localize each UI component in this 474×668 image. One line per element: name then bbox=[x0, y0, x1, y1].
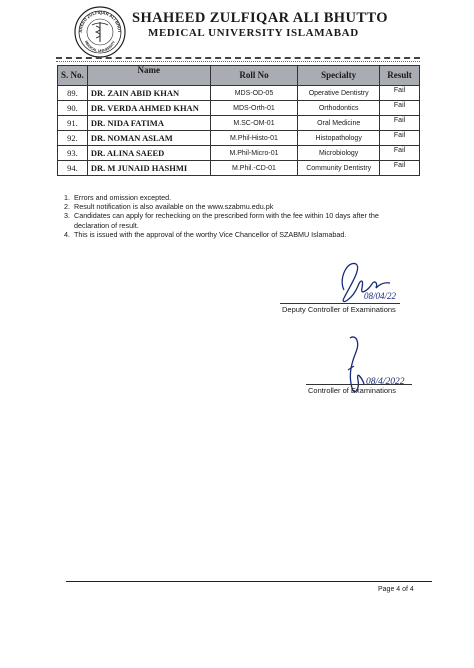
row-roll: M.Phil-Micro-01 bbox=[210, 146, 298, 161]
col-header-result: Result bbox=[380, 66, 420, 86]
controller-signature-line bbox=[306, 384, 412, 385]
university-name bbox=[132, 10, 432, 40]
row-name: DR. NOMAN ASLAM bbox=[87, 131, 210, 146]
table-header-row bbox=[58, 66, 420, 86]
row-roll: M.Phil-Histo-01 bbox=[210, 131, 298, 146]
svg-text:SHAHEED ZULFIQAR ALI BHUTTO: AHEED ZULFIQAR ALI BHUT bbox=[77, 9, 123, 33]
footer-divider bbox=[66, 581, 432, 582]
deputy-controller-title: Deputy Controller of Examinations bbox=[282, 305, 396, 314]
table-row bbox=[58, 131, 420, 146]
row-sno: 90. bbox=[58, 101, 88, 116]
results-table bbox=[57, 65, 420, 176]
row-sno: 89. bbox=[58, 86, 88, 101]
row-specialty: Oral Medicine bbox=[298, 116, 380, 131]
row-sno: 92. bbox=[58, 131, 88, 146]
row-name: DR. M JUNAID HASHMI bbox=[87, 161, 210, 176]
row-name: DR. ALINA SAEED bbox=[87, 146, 210, 161]
notes-list bbox=[64, 193, 414, 239]
deputy-signature-line bbox=[280, 303, 400, 304]
note-item: 1. Errors and omission excepted. bbox=[64, 193, 172, 202]
controller-title: Controller of Examinations bbox=[308, 386, 396, 395]
row-specialty: Orthodontics bbox=[298, 101, 380, 116]
university-name-line1: SHAHEED ZULFIQAR ALI BHUTTO bbox=[132, 10, 388, 26]
row-result: Fail bbox=[380, 161, 420, 176]
page-number: Page 4 of 4 bbox=[378, 586, 414, 593]
note-item: 4. This is issued with the approval of the worthy Vice Chancellor of SZABMU Islamabad. bbox=[64, 229, 347, 239]
university-seal-logo bbox=[74, 6, 126, 58]
row-sno: 91. bbox=[58, 116, 88, 131]
row-result: Fail bbox=[380, 86, 420, 101]
note-item: 3. Candidates can apply for rechecking on the prescribed form with the fee within 10 days after the declaration of result. bbox=[64, 211, 379, 230]
row-roll: M.Phil.-CD-01 bbox=[210, 161, 298, 176]
deputy-controller-signature bbox=[330, 250, 410, 310]
svg-text:MEDICAL UNIVERSITY: MEDICAL UNIVERSITY bbox=[83, 40, 117, 54]
svg-text:08/4/2022: 08/4/2022 bbox=[366, 377, 405, 387]
row-result: Fail bbox=[380, 101, 420, 116]
col-header-specialty: Specialty bbox=[298, 66, 380, 86]
row-roll: MDS-OD-05 bbox=[210, 86, 298, 101]
row-specialty: Community Dentistry bbox=[298, 161, 380, 176]
university-name-line2: MEDICAL UNIVERSITY ISLAMABAD bbox=[148, 27, 359, 39]
row-name: DR. NIDA FATIMA bbox=[87, 116, 210, 131]
row-result: Fail bbox=[380, 116, 420, 131]
row-roll: MDS-Orth-01 bbox=[210, 101, 298, 116]
row-roll: M.SC-OM-01 bbox=[210, 116, 298, 131]
table-row bbox=[58, 101, 420, 116]
header-divider-dotted bbox=[56, 61, 420, 62]
row-result: Fail bbox=[380, 131, 420, 146]
col-header-roll: Roll No bbox=[210, 66, 298, 86]
col-header-name: Name bbox=[87, 66, 210, 86]
table-row bbox=[58, 146, 420, 161]
table-row bbox=[58, 161, 420, 176]
col-header-sno: S. No. bbox=[58, 66, 88, 86]
row-name: DR. VERDA AHMED KHAN bbox=[87, 101, 210, 116]
row-sno: 93. bbox=[58, 146, 88, 161]
row-sno: 94. bbox=[58, 161, 88, 176]
row-name: DR. ZAIN ABID KHAN bbox=[87, 86, 210, 101]
note-item: 2. Result notification is also available on the www.szabmu.edu.pk bbox=[64, 202, 274, 212]
row-result: Fail bbox=[380, 146, 420, 161]
row-specialty: Histopathology bbox=[298, 131, 380, 146]
row-specialty: Operative Dentistry bbox=[298, 86, 380, 101]
svg-text:08/04/22: 08/04/22 bbox=[364, 291, 397, 301]
table-row bbox=[58, 86, 420, 101]
header-divider bbox=[56, 57, 420, 59]
table-row bbox=[58, 116, 420, 131]
row-specialty: Microbiology bbox=[298, 146, 380, 161]
